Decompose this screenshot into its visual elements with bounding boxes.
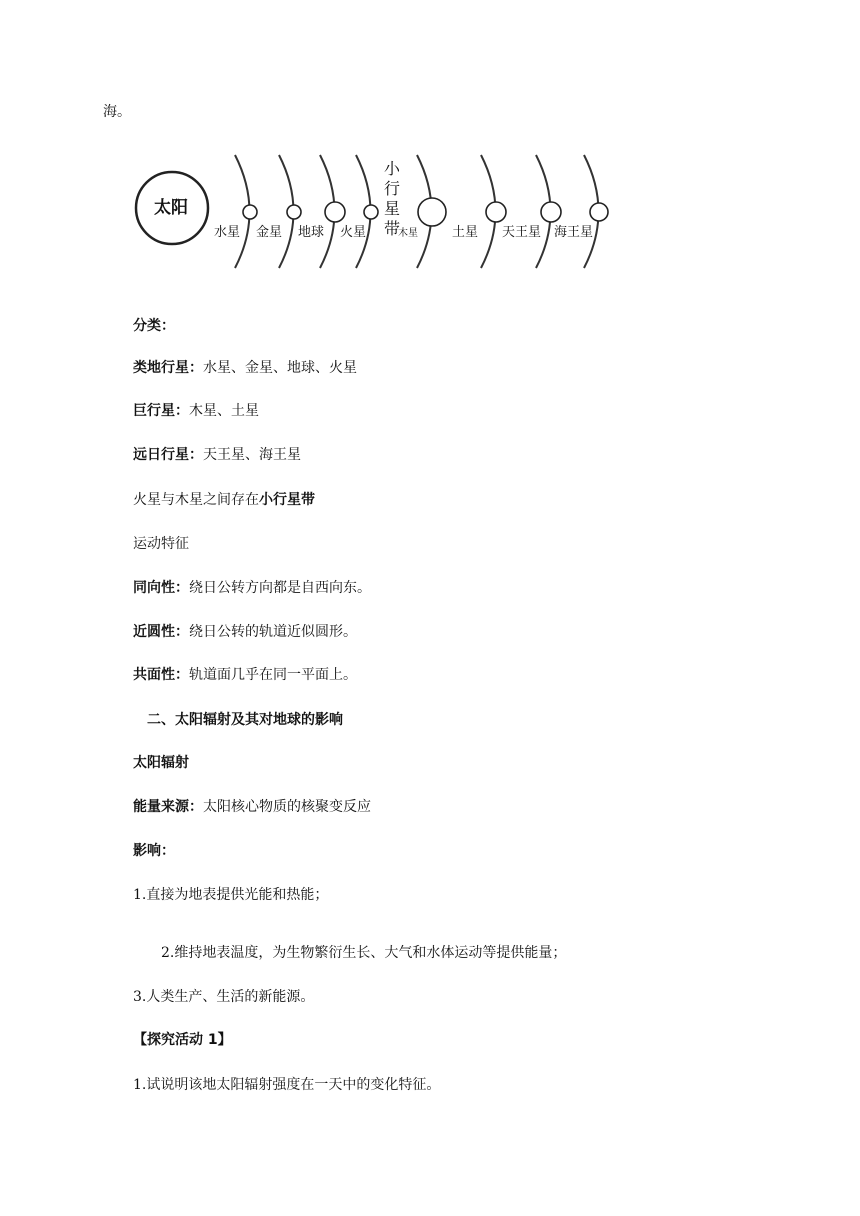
same-direction-value: 绕日公转方向都是自西向东。	[189, 580, 371, 596]
energy-source-line	[133, 797, 371, 817]
solar-system-diagram	[130, 150, 620, 275]
planet-dot	[364, 205, 378, 219]
giant-label: 巨行星：	[133, 403, 189, 419]
section-heading: 二、太阳辐射及其对地球的影响	[147, 712, 343, 728]
far-label: 远日行星：	[133, 447, 203, 463]
asteroid-belt-char-2: 行	[384, 179, 401, 198]
giant-value: 木星、土星	[189, 403, 259, 419]
planet-dot	[287, 205, 301, 219]
terrestrial-planets-line	[133, 358, 357, 378]
planet-label: 土星	[452, 225, 479, 240]
same-direction-line	[133, 578, 371, 598]
motion-heading: 运动特征	[133, 536, 189, 552]
terrestrial-label: 类地行星：	[133, 360, 203, 376]
same-direction-label: 同向性：	[133, 580, 189, 596]
planet-dot	[325, 202, 345, 222]
energy-source-value: 太阳核心物质的核聚变反应	[203, 799, 371, 815]
planet-label: 火星	[340, 225, 367, 240]
influence-heading: 影响：	[133, 843, 175, 859]
text-fragment: 海。	[103, 104, 131, 120]
asteroid-belt-char-4: 带	[384, 219, 401, 238]
belt-bold: 小行星带	[259, 492, 315, 508]
planet-label: 地球	[298, 225, 325, 240]
planet-dot	[418, 198, 446, 226]
sun-label: 太阳	[154, 198, 188, 218]
solar-radiation-subheading: 太阳辐射	[133, 755, 189, 771]
near-circular-label: 近圆性：	[133, 624, 189, 640]
terrestrial-value: 水星、金星、地球、火星	[203, 360, 357, 376]
planet-label: 金星	[256, 225, 283, 240]
influence-item-3: 3.人类生产、生活的新能源。	[133, 989, 315, 1005]
asteroid-belt-char-3: 星	[384, 199, 401, 218]
activity-question-1: 1.试说明该地太阳辐射强度在一天中的变化特征。	[133, 1077, 441, 1093]
coplanar-line	[133, 665, 357, 685]
influence-item-1: 1.直接为地表提供光能和热能；	[133, 887, 329, 903]
giant-planets-line	[133, 401, 259, 421]
coplanar-label: 共面性：	[133, 667, 189, 683]
near-circular-value: 绕日公转的轨道近似圆形。	[189, 624, 357, 640]
near-circular-line	[133, 622, 357, 642]
far-planets-line	[133, 445, 301, 465]
planet-label: 水星	[214, 225, 241, 240]
asteroid-belt-char-1: 小	[384, 159, 401, 178]
energy-source-label: 能量来源：	[133, 799, 203, 815]
planet-labels	[214, 224, 593, 240]
coplanar-value: 轨道面几乎在同一平面上。	[189, 667, 357, 683]
planet-markers	[243, 198, 608, 226]
planet-label: 木星	[398, 228, 418, 239]
planet-dot	[243, 205, 257, 219]
planet-label: 天王星	[502, 225, 542, 240]
planet-dot	[541, 202, 561, 222]
planet-dot	[486, 202, 506, 222]
influence-item-2: 2.维持地表温度，为生物繁衍生长、大气和水体运动等提供能量；	[161, 945, 567, 961]
planet-label: 海王星	[554, 225, 594, 240]
asteroid-belt-line	[133, 490, 315, 510]
asteroid-belt-label	[384, 159, 401, 238]
activity-title: 【探究活动 1】	[133, 1032, 232, 1048]
classification-heading: 分类：	[133, 318, 175, 334]
planet-dot	[590, 203, 608, 221]
far-value: 天王星、海王星	[203, 447, 301, 463]
belt-prefix: 火星与木星之间存在	[133, 492, 259, 508]
